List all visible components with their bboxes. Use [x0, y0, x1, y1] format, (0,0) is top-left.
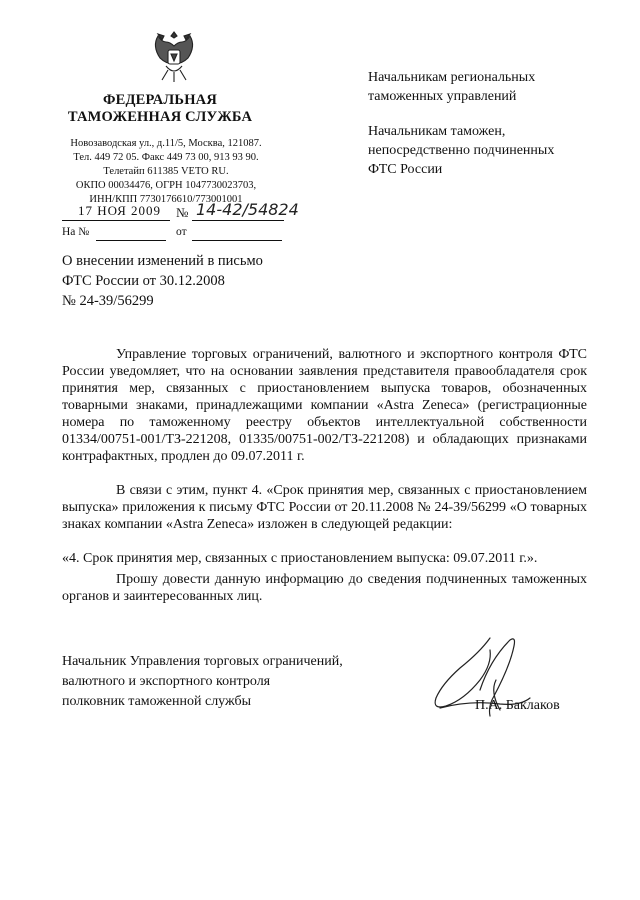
org-address: Новозаводская ул., д.11/5, Москва, 121087. [70, 138, 262, 149]
org-okpo: ОКПО 00034476, ОГРН 1047730023703, [75, 180, 257, 191]
body-paragraph-1: Управление торговых ограничений, валютного и экспортного контроля ФТС России уведомляет, что на основании заявления представителя правообладателя срок принятия мер, связанных с приостановлением выпуска товаров, обозначенных товарными знаками, принадлежащими компании «Astra Zeneca» (регистрационные номера по таможенному реестру объектов интеллектуальной собственности 01334/00751-001/ТЗ-221208, 01335/00751-002/ТЗ-221208) и обладающих признаками контрафактных, продлен до 09.07.2011 г. [62, 347, 587, 464]
registration-number: 14-42/54824 [196, 200, 299, 219]
reg-date-underline [62, 220, 170, 221]
subject-line: О внесении изменений в письмо [62, 253, 263, 269]
addressee-regional [368, 68, 608, 106]
signatory-name: П.А. Баклаков [475, 698, 560, 713]
org-teletype: Телетайп 611385 VETO RU. [103, 166, 229, 177]
ref-number-underline [96, 240, 166, 241]
ref-date-label: от [176, 226, 187, 238]
handwritten-signature [420, 630, 540, 730]
addressee-line: ФТС России [368, 162, 443, 177]
registration-number-prefix: № [176, 205, 189, 220]
signatory-title-line: валютного и экспортного контроля [62, 674, 271, 689]
body-paragraph-3: «4. Срок принятия мер, связанных с приостановлением выпуска: 09.07.2011 г.». [62, 551, 538, 566]
signatory-title-line: Начальник Управления торговых ограничений, [62, 654, 343, 669]
subject-line: ФТС России от 30.12.2008 [62, 273, 225, 289]
ref-date-underline [192, 240, 282, 241]
signatory-title [62, 652, 392, 712]
registration-date: 17 НОЯ 2009 [78, 203, 162, 218]
ref-number-label: На № [62, 226, 90, 238]
body-paragraph-4: Прошу довести данную информацию до сведения подчиненных таможенных органов и заинтересованных лиц. [62, 572, 587, 604]
addressee-line: Начальникам региональных [368, 70, 536, 85]
addressee-line: непосредственно подчиненных [368, 143, 555, 158]
org-inn: ИНН/КПП 7730176610/773001001 [89, 194, 243, 205]
org-phone: Тел. 449 72 05. Факс 449 73 00, 913 93 90. [73, 152, 259, 163]
org-name-line1: ФЕДЕРАЛЬНАЯ [102, 92, 218, 108]
addressee-line: Начальникам таможен, [368, 124, 506, 139]
subject-line: № 24-39/56299 [62, 293, 154, 309]
body-paragraph-2: В связи с этим, пункт 4. «Срок принятия мер, связанных с приостановлением выпуска» приложения к письму ФТС России от 20.11.2008 № 24-39/56299 «О товарных знаках компании «Astra Zeneca» изложен в следующей редакции: [62, 483, 587, 532]
org-name-line2: ТАМОЖЕННАЯ СЛУЖБА [67, 109, 253, 125]
letter-subject [62, 251, 322, 311]
addressee-line: таможенных управлений [368, 89, 517, 104]
signatory-title-line: полковник таможенной службы [62, 694, 252, 709]
coat-of-arms-emblem [148, 28, 200, 86]
addressee-customs [368, 122, 608, 179]
reg-number-underline [192, 220, 284, 221]
